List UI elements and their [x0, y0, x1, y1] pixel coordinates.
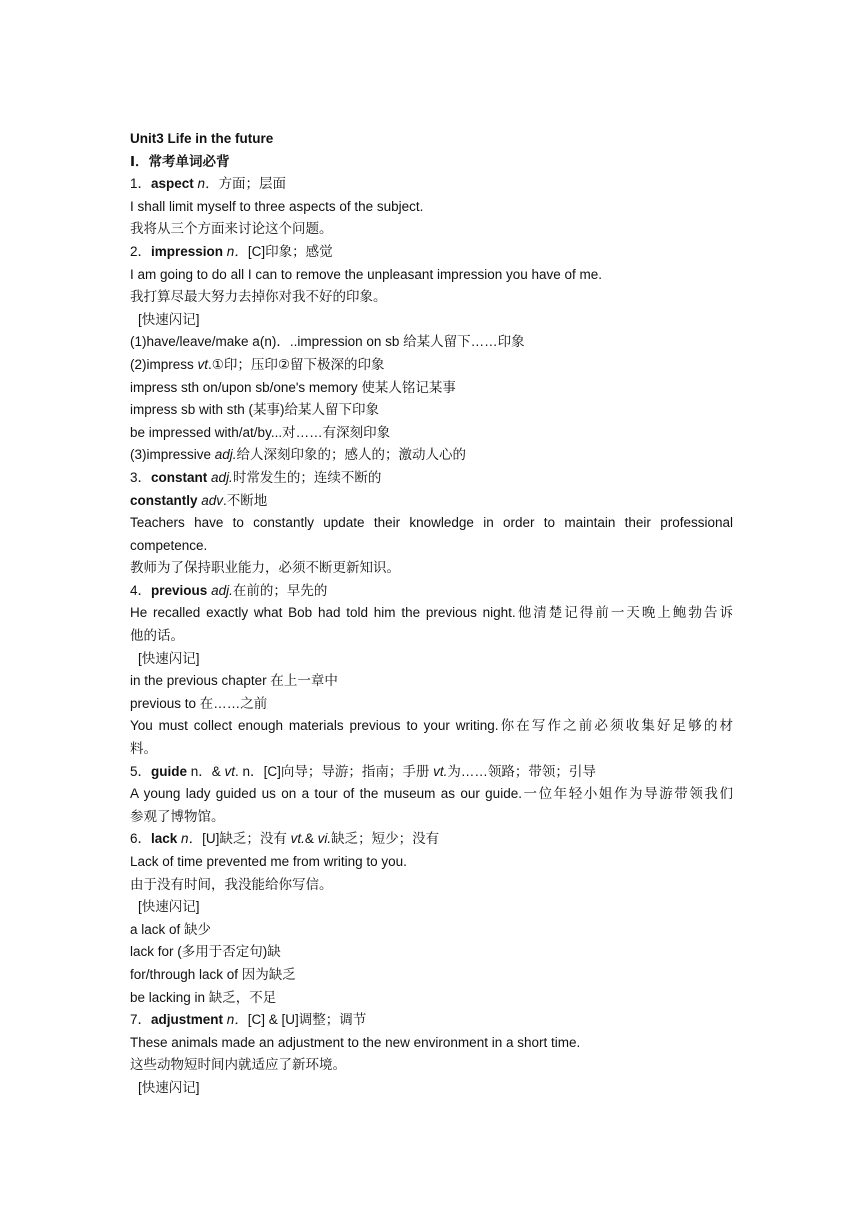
memo-item — [130, 444, 733, 467]
entry-previous — [130, 580, 733, 603]
example-sentence-cont: 他的话。 — [130, 628, 184, 644]
definition: [C]向导；导游；指南；手册 — [263, 763, 434, 779]
part-of-speech: vi. — [317, 831, 332, 847]
example-sentence: You must collect enough materials previous to your writing.你在写作之前必须收集好足够的材 — [130, 718, 733, 734]
part-of-speech: & — [304, 831, 318, 847]
headword: impression — [151, 243, 224, 259]
memo-item: impress sth on/upon sb/one's memory 使某人铭记某事 — [130, 379, 456, 395]
definition: [C] & [U]调整；调节 — [247, 1012, 367, 1028]
memo-item: be lacking in 缺乏，不足 — [130, 989, 277, 1005]
part-of-speech: n． — [223, 243, 248, 259]
part-of-speech: vt — [224, 763, 236, 779]
part-of-speech: adv — [197, 492, 224, 508]
derived-word — [130, 490, 733, 513]
part-of-speech: n． — [177, 831, 203, 847]
memo-text: .①印；压印②留下极深的印象 — [208, 356, 385, 372]
part-of-speech: vt. — [290, 831, 305, 847]
translation: 教师为了保持职业能力，必须不断更新知识。 — [130, 560, 400, 576]
definition: 方面；层面 — [218, 176, 287, 192]
entry-number: 7． — [130, 1012, 152, 1028]
example-sentence-cont: 参观了博物馆。 — [130, 808, 225, 824]
memo-item: for/through lack of 因为缺乏 — [130, 966, 296, 982]
memo-label: [快速闪记] — [138, 899, 200, 915]
headword: lack — [151, 831, 178, 847]
example-sentence: I am going to do all I can to remove the unpleasant impression you have of me. — [130, 266, 603, 282]
memo-item: a lack of 缺少 — [130, 921, 212, 937]
definition: 在前的；早先的 — [232, 582, 328, 598]
entry-number: 2． — [130, 243, 152, 259]
memo-pos: adj. — [214, 447, 237, 463]
memo-item: previous to 在……之前 — [130, 695, 268, 711]
example-sentence-cont: 料。 — [130, 741, 157, 757]
memo-text: 给人深刻印象的；感人的；激动人心的 — [236, 447, 467, 463]
example-sentence-cont: competence. — [130, 537, 208, 553]
memo-item: in the previous chapter 在上一章中 — [130, 673, 338, 689]
headword: adjustment — [151, 1012, 224, 1028]
entry-constant — [130, 467, 733, 490]
entry-number: 5． — [130, 763, 152, 779]
part-of-speech: adj. — [211, 582, 233, 598]
example-sentence: I shall limit myself to three aspects of the subject. — [130, 198, 424, 214]
part-of-speech: adj. — [211, 469, 233, 485]
headword: guide — [151, 763, 188, 779]
definition: 为……领路；带领；引导 — [447, 763, 596, 779]
document-page — [130, 128, 733, 1100]
memo-text: (3)impressive — [130, 447, 215, 463]
memo-pos: vt — [197, 356, 209, 372]
translation: 我打算尽最大努力去掉你对我不好的印象。 — [130, 289, 387, 305]
definition: [U]缺乏；没有 — [202, 831, 291, 847]
entry-lack — [130, 828, 733, 851]
memo-label: [快速闪记] — [138, 1079, 200, 1095]
part-of-speech: n． — [193, 176, 219, 192]
derived-headword: constantly — [130, 492, 198, 508]
entry-guide — [130, 761, 733, 784]
example-sentence: He recalled exactly what Bob had told him the previous night.他清楚记得前一天晚上鲍勃告诉 — [130, 605, 733, 621]
part-of-speech: n． — [223, 1012, 248, 1028]
part-of-speech: . n． — [235, 763, 264, 779]
entry-aspect — [130, 173, 733, 196]
memo-item — [130, 354, 733, 377]
part-of-speech: vt. — [433, 763, 448, 779]
translation: 由于没有时间，我没能给你写信。 — [130, 876, 333, 892]
memo-item: (1)have/leave/make a(n)．..impression on sb 给某人留下……印象 — [130, 334, 525, 350]
memo-text: (2)impress — [130, 356, 198, 372]
memo-label: [快速闪记] — [138, 650, 200, 666]
section-heading: Ⅰ．常考单词必背 — [130, 153, 230, 169]
definition: 时常发生的；连续不断的 — [232, 469, 382, 485]
example-sentence: A young lady guided us on a tour of the museum as our guide.一位年轻小姐作为导游带领我们 — [130, 786, 733, 802]
entry-impression — [130, 241, 733, 264]
definition: 缺乏；短少；没有 — [331, 831, 440, 847]
entry-number: 4． — [130, 582, 152, 598]
unit-title: Unit3 Life in the future — [130, 131, 274, 146]
entry-number: 3． — [130, 469, 152, 485]
entry-adjustment — [130, 1009, 733, 1032]
definition: [C]印象；感觉 — [247, 243, 333, 259]
memo-item: be impressed with/at/by...对……有深刻印象 — [130, 424, 391, 440]
example-sentence: Teachers have to constantly update their knowledge in order to maintain their professional — [130, 515, 733, 531]
entry-number: 6． — [130, 831, 152, 847]
memo-item: impress sb with sth (某事)给某人留下印象 — [130, 402, 380, 418]
example-sentence: Lack of time prevented me from writing to you. — [130, 854, 407, 869]
headword: aspect — [151, 176, 194, 192]
example-sentence: These animals made an adjustment to the new environment in a short time. — [130, 1034, 581, 1050]
headword: previous — [151, 582, 208, 598]
translation: 我将从三个方面来讨论这个问题。 — [130, 221, 333, 237]
memo-item: lack for (多用于否定句)缺 — [130, 944, 281, 960]
memo-label: [快速闪记] — [138, 311, 200, 327]
headword: constant — [151, 469, 208, 485]
definition: .不断地 — [223, 492, 268, 508]
entry-number: 1． — [130, 176, 152, 192]
part-of-speech: n．& — [187, 763, 225, 779]
translation: 这些动物短时间内就适应了新环境。 — [130, 1057, 346, 1073]
